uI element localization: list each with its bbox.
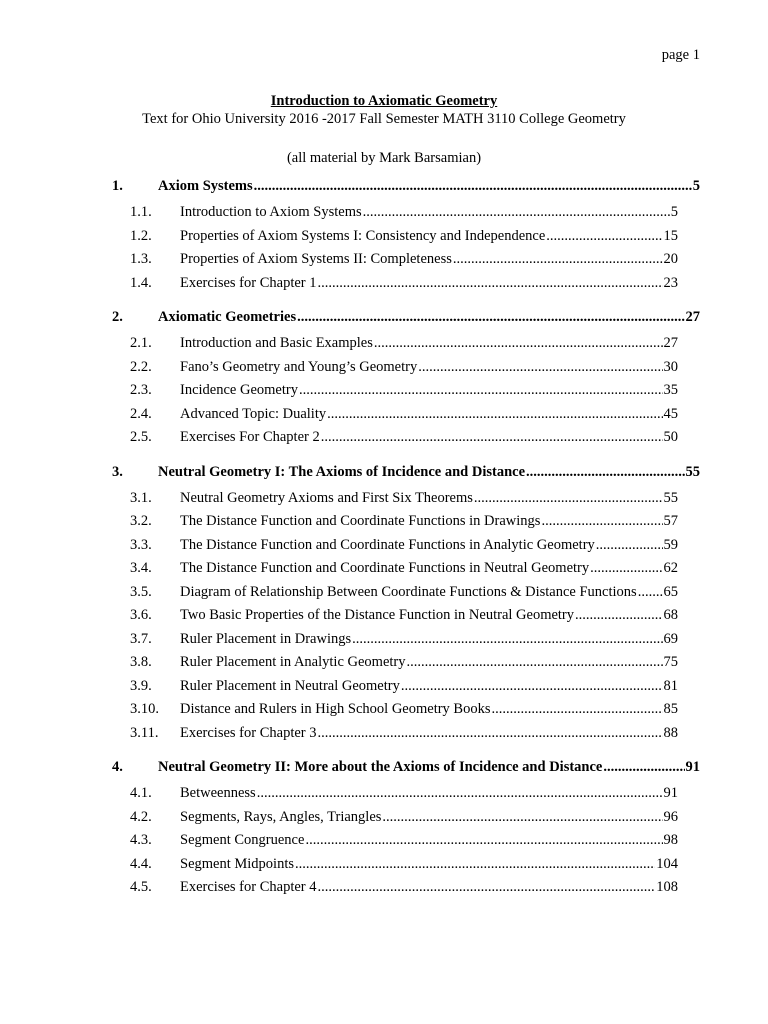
section-title: Introduction to Axiom Systems xyxy=(180,204,362,220)
section-page: 62 xyxy=(663,560,678,576)
dot-leader xyxy=(318,879,656,896)
dot-leader xyxy=(297,309,684,326)
section-page: 50 xyxy=(663,429,678,445)
toc-section xyxy=(130,809,678,826)
toc-section xyxy=(130,631,678,648)
dot-leader xyxy=(318,275,663,292)
dot-leader xyxy=(363,204,670,221)
chapter-number: 3. xyxy=(112,463,123,480)
toc-chapter-1 xyxy=(112,178,700,195)
section-title: Two Basic Properties of the Distance Function in Neutral Geometry xyxy=(180,607,575,623)
toc-section xyxy=(130,856,678,873)
section-number: 3.10. xyxy=(130,701,159,717)
toc-section xyxy=(130,204,678,221)
chapter-page: 27 xyxy=(685,309,700,325)
dot-leader xyxy=(418,359,662,376)
dot-leader xyxy=(295,856,655,873)
chapter-page: 91 xyxy=(685,759,700,775)
section-title: Distance and Rulers in High School Geometry Books xyxy=(180,701,491,717)
section-number: 3.3. xyxy=(130,536,152,553)
dot-leader xyxy=(474,490,663,507)
section-number: 3.4. xyxy=(130,560,152,576)
toc-section xyxy=(130,228,678,245)
section-page: 98 xyxy=(663,832,678,848)
section-title: Incidence Geometry xyxy=(180,382,298,398)
section-title: Betweenness xyxy=(180,785,256,801)
section-page: 27 xyxy=(663,335,678,351)
dot-leader xyxy=(596,537,663,554)
section-page: 85 xyxy=(663,701,678,717)
toc-chapter-3 xyxy=(112,464,700,481)
section-page: 69 xyxy=(663,630,678,647)
section-title: Properties of Axiom Systems I: Consistency and Independence xyxy=(180,227,546,244)
section-page: 104 xyxy=(656,855,678,872)
section-title: Introduction and Basic Examples xyxy=(180,335,373,351)
section-title: Exercises for Chapter 1 xyxy=(180,274,317,291)
toc-section xyxy=(130,429,678,446)
dot-leader xyxy=(407,654,663,671)
section-page: 91 xyxy=(663,785,678,801)
chapter-title: Neutral Geometry II: More about the Axioms of Incidence and Distance xyxy=(158,759,603,775)
section-number: 3.6. xyxy=(130,607,152,623)
toc-section xyxy=(130,785,678,802)
chapter-page: 5 xyxy=(692,178,700,194)
section-title: The Distance Function and Coordinate Functions in Neutral Geometry xyxy=(180,560,590,576)
section-number: 4.5. xyxy=(130,879,152,895)
document-header xyxy=(0,93,768,168)
page-number: page 1 xyxy=(661,47,700,63)
section-number: 3.2. xyxy=(130,513,152,529)
dot-leader xyxy=(382,809,662,826)
toc-section xyxy=(130,832,678,849)
dot-leader xyxy=(257,785,663,802)
section-page: 23 xyxy=(663,274,678,291)
section-number: 2.2. xyxy=(130,358,152,375)
section-title: Exercises for Chapter 4 xyxy=(180,879,317,895)
section-page: 45 xyxy=(663,405,678,422)
toc-section xyxy=(130,251,678,268)
section-title: Exercises for Chapter 3 xyxy=(180,724,317,741)
section-number: 4.2. xyxy=(130,808,152,825)
section-number: 1.4. xyxy=(130,274,152,291)
section-page: 55 xyxy=(663,489,678,506)
toc-section xyxy=(130,678,678,695)
section-number: 1.3. xyxy=(130,251,152,267)
section-number: 2.3. xyxy=(130,382,152,398)
section-title: Segment Congruence xyxy=(180,832,305,848)
dot-leader xyxy=(526,464,684,481)
section-number: 4.3. xyxy=(130,832,152,848)
section-title: Ruler Placement in Analytic Geometry xyxy=(180,654,406,670)
section-title: Diagram of Relationship Between Coordinate Functions & Distance Functions xyxy=(180,583,637,600)
section-title: Exercises For Chapter 2 xyxy=(180,429,320,445)
toc-section xyxy=(130,607,678,624)
section-number: 3.5. xyxy=(130,583,152,600)
section-number: 3.11. xyxy=(130,724,159,741)
toc-section xyxy=(130,654,678,671)
toc-chapter-2 xyxy=(112,309,700,326)
toc-section xyxy=(130,335,678,352)
section-title: Fano’s Geometry and Young’s Geometry xyxy=(180,358,418,375)
document-title: Introduction to Axiomatic Geometry xyxy=(270,93,498,109)
document-author: (all material by Mark Barsamian) xyxy=(286,150,482,166)
toc-section xyxy=(130,406,678,423)
section-number: 4.1. xyxy=(130,785,152,801)
section-number: 4.4. xyxy=(130,855,152,872)
toc-section xyxy=(130,725,678,742)
section-number: 2.4. xyxy=(130,405,152,422)
dot-leader xyxy=(299,382,663,399)
dot-leader xyxy=(321,429,663,446)
chapter-title: Axiomatic Geometries xyxy=(158,309,297,325)
toc-section xyxy=(130,879,678,896)
section-page: 30 xyxy=(663,358,678,375)
section-page: 88 xyxy=(663,724,678,741)
section-title: Advanced Topic: Duality xyxy=(180,405,327,422)
section-title: The Distance Function and Coordinate Functions in Drawings xyxy=(180,513,541,529)
section-number: 2.1. xyxy=(130,335,152,351)
toc-section xyxy=(130,560,678,577)
toc-chapter-4 xyxy=(112,759,700,776)
toc-section xyxy=(130,275,678,292)
dot-leader xyxy=(254,178,692,195)
chapter-number: 2. xyxy=(112,309,123,325)
toc-section xyxy=(130,537,678,554)
toc-section xyxy=(130,382,678,399)
section-title: Ruler Placement in Drawings xyxy=(180,630,352,647)
dot-leader xyxy=(603,759,684,776)
section-page: 96 xyxy=(663,808,678,825)
section-page: 20 xyxy=(663,251,678,267)
dot-leader xyxy=(575,607,662,624)
section-page: 15 xyxy=(663,227,678,244)
toc-section xyxy=(130,513,678,530)
section-page: 5 xyxy=(670,204,678,220)
section-number: 3.9. xyxy=(130,677,152,694)
dot-leader xyxy=(374,335,663,352)
section-title: Neutral Geometry Axioms and First Six Theorems xyxy=(180,489,473,506)
section-page: 35 xyxy=(663,382,678,398)
section-title: Segments, Rays, Angles, Triangles xyxy=(180,808,382,825)
dot-leader xyxy=(305,832,662,849)
dot-leader xyxy=(590,560,662,577)
section-page: 57 xyxy=(663,513,678,529)
section-number: 2.5. xyxy=(130,429,152,445)
chapter-number: 4. xyxy=(112,759,123,775)
dot-leader xyxy=(453,251,663,268)
chapter-number: 1. xyxy=(112,178,123,194)
chapter-title: Axiom Systems xyxy=(158,178,253,194)
section-title: Properties of Axiom Systems II: Completeness xyxy=(180,251,452,267)
section-page: 108 xyxy=(656,879,678,895)
section-title: Segment Midpoints xyxy=(180,855,294,872)
section-page: 75 xyxy=(663,654,678,670)
toc-section xyxy=(130,701,678,718)
section-number: 3.7. xyxy=(130,630,152,647)
section-page: 59 xyxy=(663,536,678,553)
section-page: 65 xyxy=(663,583,678,600)
chapter-title: Neutral Geometry I: The Axioms of Incidence and Distance xyxy=(158,463,526,480)
dot-leader xyxy=(492,701,663,718)
section-title: The Distance Function and Coordinate Functions in Analytic Geometry xyxy=(180,536,595,553)
section-number: 1.2. xyxy=(130,227,152,244)
dot-leader xyxy=(401,678,663,695)
section-page: 68 xyxy=(663,607,678,623)
toc-section xyxy=(130,359,678,376)
section-title: Ruler Placement in Neutral Geometry xyxy=(180,677,400,694)
dot-leader xyxy=(638,584,663,601)
section-page: 81 xyxy=(663,677,678,694)
section-number: 1.1. xyxy=(130,204,152,220)
toc-section xyxy=(130,584,678,601)
dot-leader xyxy=(541,513,662,530)
chapter-page: 55 xyxy=(685,463,700,480)
document-subtitle: Text for Ohio University 2016 -2017 Fall Semester MATH 3110 College Geometry xyxy=(142,111,626,127)
dot-leader xyxy=(318,725,663,742)
dot-leader xyxy=(327,406,662,423)
section-number: 3.8. xyxy=(130,654,152,670)
dot-leader xyxy=(352,631,662,648)
toc-section xyxy=(130,490,678,507)
dot-leader xyxy=(546,228,662,245)
section-number: 3.1. xyxy=(130,489,152,506)
